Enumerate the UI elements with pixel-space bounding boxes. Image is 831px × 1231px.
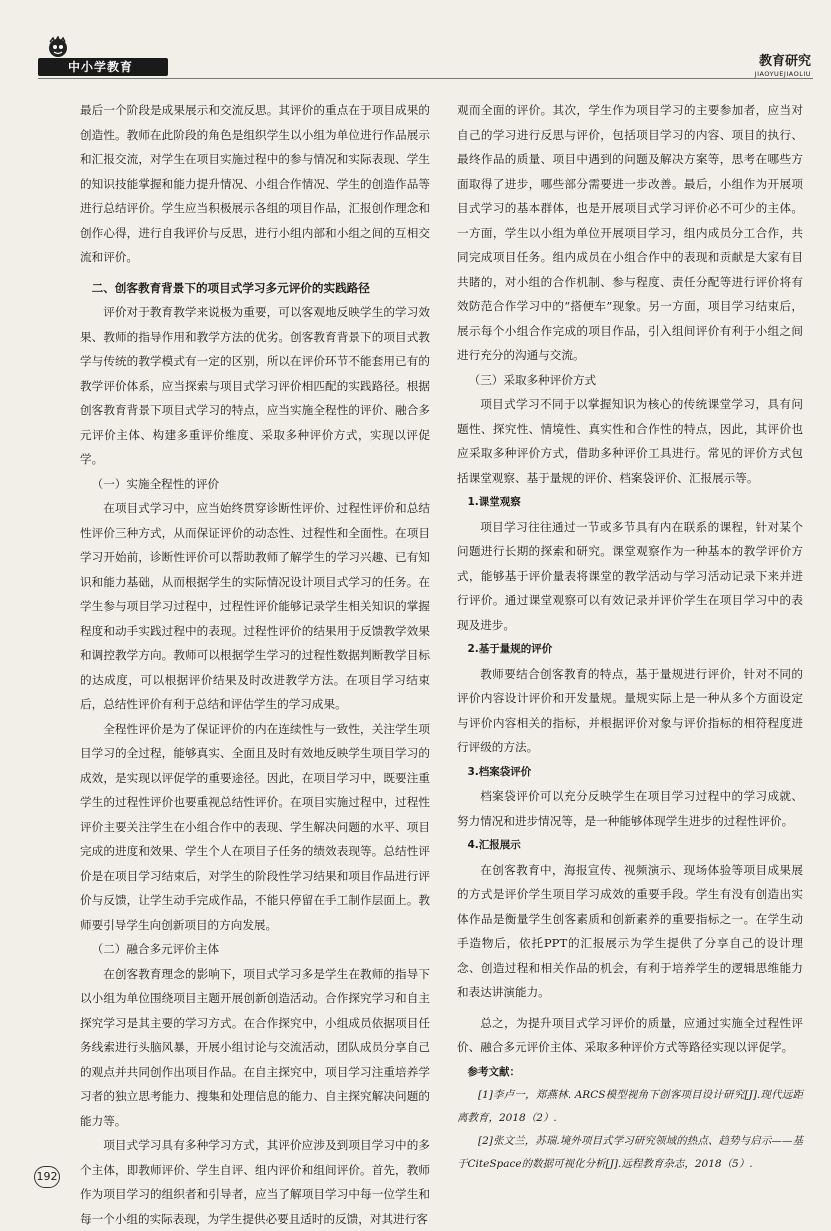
paragraph: 档案袋评价可以充分反映学生在项目学习过程中的学习成就、努力情况和进步情况等，是一种能够体现学生进步的过程性评价。 (457, 789, 803, 828)
item-heading: 3.档案袋评价 (467, 765, 532, 778)
paragraph: 项目式学习不同于以掌握知识为核心的传统课堂学习，具有问题性、探究性、情境性、真实性和合作性的特点，因此，其评价也应采取多种评价方式，借助多种评价工具进行。常见的评价方式包括课堂观察、基于量规的评价、档案袋评价、汇报展示等。 (457, 397, 803, 485)
logo-text: 中小学教育 (68, 60, 134, 74)
reference-item: [1]李卢一，郑燕林. ARCS模型视角下创客项目设计研究[J].现代远距离教育，2018（2）. (457, 1089, 803, 1124)
reference-item: [2]张文兰，苏瑞.境外项目式学习研究领域的热点、趋势与启示——基于CiteSpace的数据可视化分析[J].远程教育杂志，2018（5）. (457, 1135, 803, 1170)
paragraph: 在创客教育中，海报宣传、视频演示、现场体验等项目成果展的方式是评价学生项目学习成效的重要手段。学生有没有创造出实体作品是衡量学生创客素质和创新素养的重要指标之一。在学生动手造物后，依托PPT的汇报展示为学生提供了分享自己的设计理念、创造过程和相关作品的机会，有利于培养学生的逻辑思维能力和表达讲演能力。 (457, 862, 803, 999)
subsection-heading: （一）实施全程性的评价 (91, 476, 220, 491)
item-heading: 1.课堂观察 (467, 496, 521, 508)
paragraph: 观而全面的评价。其次，学生作为项目学习的主要参加者，应当对自己的学习进行反思与评价，包括项目学习的内容、项目的执行、最终作品的质量、项目中遇到的问题及解决方案等，思考在哪些方面取得了进步，哪些部分需要进一步改善。最后，小组作为开展项目式学习的基本群体，也是开展项目式学习评价必不可少的主体。一方面，学生以小组为单位开展项目学习，组内成员分工合作，共同完成项目任务。组内成员在小组合作中的表现和贡献是大家有目共睹的，对小组的合作机制、参与程度、责任分配等进行评价将有效防范合作学习中的“搭便车”现象。另一方面，项目学习结束后，展示每个小组合作完成的项目作品，引入组间评价有利于小组之间进行充分的沟通与交流。 (457, 103, 803, 362)
subsection-heading: （二）融合多元评价主体 (91, 942, 220, 956)
section-heading: 二、创客教育背景下的项目式学习多元评价的实践路径 (91, 280, 370, 295)
right-column (457, 98, 803, 1176)
journal-logo (38, 36, 168, 84)
references-heading: 参考文献： (467, 1065, 520, 1078)
item-heading: 4.汇报展示 (467, 839, 521, 851)
left-column (80, 98, 430, 1231)
subsection-heading: （三）采取多种评价方式 (468, 372, 597, 387)
section-header (755, 54, 811, 79)
page-number: 192 (34, 1166, 60, 1188)
section-pinyin: JIAOYUEJIAOLIU (754, 70, 811, 78)
paragraph: 总之，为提升项目式学习评价的质量，应通过实施全过程性评价、融合多元评价主体、采取多种评价方式等路径实现以评促学。 (457, 1015, 803, 1054)
paragraph: 在项目式学习中，应当始终贯穿诊断性评价、过程性评价和总结性评价三种方式，从而保证评价的动态性、过程性和全面性。在项目学习开始前，诊断性评价可以帮助教师了解学生的学习兴趣、已有知识和能力基础，从而根据学生的实际情况设计项目式学习的任务。在学生参与项目学习过程中，过程性评价能够记录学生相关知识的掌握程度和动手实践过程中的表现。过程性评价的结果用于反馈教学效果和调控教学方向。教师可以根据学生学习的过程性数据判断教学目标的达成度，可以根据评价结果及时改进教学方法。在项目学习结束后，总结性评价有利于总结和评估学生的学习成果。 (80, 501, 430, 711)
paragraph: 评价对于教育教学来说极为重要，可以客观地反映学生的学习效果、教师的指导作用和教学方法的优劣。创客教育背景下的项目式教学与传统的教学模式有一定的区别，所以在评价环节不能套用已有的教学评价体系，应当探索与项目式学习评价相匹配的实践路径。根据创客教育背景下项目式学习的特点，应当实施全程性的评价、融合多元评价主体、构建多重评价维度、采取多种评价方式，实现以评促学。 (80, 305, 430, 466)
paragraph: 最后一个阶段是成果展示和交流反思。其评价的重点在于项目成果的创造性。教师在此阶段的角色是组织学生以小组为单位进行作品展示和汇报交流，对学生在项目实施过程中的参与情况和实际表现、学生的知识技能掌握和能力提升情况、小组合作情况、学生的创造作品等进行总结评价。学生应当积极展示各组的项目作品，汇报创作理念和创作心得，进行自我评价与反思，进行小组内部和小组之间的互相交流和评价。 (80, 103, 430, 264)
item-heading: 2.基于量规的评价 (467, 643, 553, 655)
paragraph: 项目式学习具有多种学习方式，其评价应涉及到项目学习中的多个主体，即教师评价、学生自评、组内评价和组间评价。首先，教师作为项目学习的组织者和引导者，应当了解项目学习中每一位学生和每一个小组的实际表现，为学生提供必要且适时的反馈，对其进行客 (80, 1138, 430, 1226)
paragraph: 项目学习往往通过一节或多节具有内在联系的课程，针对某个问题进行长期的探索和研究。课堂观察作为一种基本的教学评价方式，能够基于评价量表将课堂的教学活动与学习活动记录下来并进行评价。通过课堂观察可以有效记录并评价学生在项目学习中的表现及进步。 (457, 519, 803, 632)
header-rule (38, 78, 813, 79)
paragraph: 教师要结合创客教育的特点，基于量规进行评价，针对不同的评价内容设计评价和开发量规。量规实际上是一种从多个方面设定与评价内容相关的指标，并根据评价对象与评价指标的相符程度进行评级的方法。 (457, 666, 803, 754)
paragraph: 在创客教育理念的影响下，项目式学习多是学生在教师的指导下以小组为单位围绕项目主题开展创新创造活动。合作探究学习和自主探究学习是其主要的学习方式。在合作探究中，小组成员依据项目任务线索进行头脑风暴，开展小组讨论与交流活动，团队成员分享自己的观点并共同创作出项目作品。在自主探究中，项目学习注重培养学习者的独立思考能力、搜集和处理信息的能力、自主探究解决问题的能力等。 (80, 966, 430, 1128)
paragraph: 全程性评价是为了保证评价的内在连续性与一致性，关注学生项目学习的全过程，能够真实、全面且及时有效地反映学生项目学习的成效，是实现以评促学的重要途径。因此，在项目学习中，既要注重学生的过程性评价也要重视总结性评价。在项目实施过程中，过程性评价主要关注学生在小组合作中的表现、学生解决问题的水平、项目完成的进度和效果、学生个人在项目子任务的绩效表现等。总结性评价是在项目学习结束后，对学生的阶段性学习结果和项目作品进行评价与反馈，让学生动手完成作品，不能只停留在手工制作层面上。教师要引导学生向创新项目的方向发展。 (80, 721, 430, 932)
section-title: 教育研究 (758, 54, 811, 69)
